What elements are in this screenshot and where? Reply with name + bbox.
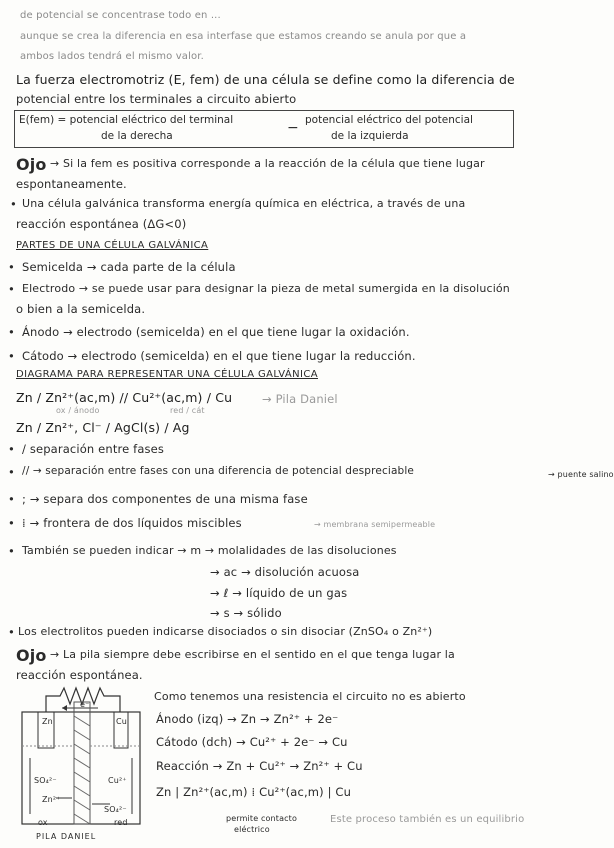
reaction-note-2: eléctrico — [234, 825, 270, 834]
box-minus: − — [287, 120, 299, 136]
reaction-cathode: Cátodo (dch) → Cu²⁺ + 2e⁻ → Cu — [156, 735, 348, 749]
equation-daniel: Zn / Zn²⁺(ac,m) // Cu²⁺(ac,m) / Cu — [16, 390, 233, 405]
equation-sub-anode: ox / ánodo — [56, 406, 100, 415]
symbol-slash: / separación entre fases — [22, 442, 165, 456]
electrolytes-note: Los electrolitos pueden indicarse disociados o sin disociar (ZnSO₄ o Zn²⁺) — [18, 625, 433, 638]
box-left-bottom: de la derecha — [101, 130, 173, 142]
diagram-label-zn: Zn — [42, 717, 53, 726]
heading-parts: PARTES DE UNA CÉLULA GALVÁNICA — [16, 240, 209, 251]
reaction-cell-notation: Zn | Zn²⁺(ac,m) ⁞ Cu²⁺(ac,m) | Cu — [156, 785, 352, 799]
reaction-note-1: permite contacto — [226, 814, 297, 823]
bullet-dot: • — [8, 442, 15, 456]
bullet-dot: • — [8, 260, 15, 274]
fem-formula-box — [14, 110, 514, 148]
bullet-dot: • — [8, 544, 15, 558]
reaction-anode: Ánodo (izq) → Zn → Zn²⁺ + 2e⁻ — [156, 712, 339, 726]
bullet-dot: • — [8, 465, 15, 479]
indicator-l: → ℓ → líquido de un gas — [210, 586, 348, 600]
symbol-double-slash: // → separación entre fases con una diferencia de potencial despreciable — [22, 465, 415, 477]
text-line-0: de potencial se concentrase todo en ... — [20, 10, 221, 21]
heading-diagram: DIAGRAMA PARA REPRESENTAR UNA CÉLULA GALVÁNICA — [16, 369, 318, 380]
def-electrodo-2: o bien a la semicelda. — [16, 302, 146, 316]
ojo-text-1a: → Si la fem es positiva corresponde a la reacción de la célula que tiene lugar — [50, 157, 485, 170]
diagram-label-zn2: Zn²⁺ — [42, 795, 61, 804]
reaction-overall: Reacción → Zn + Cu²⁺ → Zn²⁺ + Cu — [156, 759, 363, 773]
indicator-s: → s → sólido — [210, 606, 282, 620]
def-catodo: Cátodo → electrodo (semicelda) en el que tiene lugar la reducción. — [22, 349, 416, 363]
box-right-top: potencial eléctrico del potencial — [305, 114, 473, 126]
reaction-equilibrium-note: Este proceso también es un equilibrio — [330, 814, 525, 825]
diagram-label-so4-right: SO₄²⁻ — [104, 805, 127, 814]
ojo-text-1b: espontaneamente. — [16, 177, 127, 191]
bullet-dot: • — [8, 625, 15, 639]
fem-definition-line-2: potencial entre los terminales a circuito abierto — [16, 92, 297, 106]
ojo-tag-1: Ojo — [16, 155, 47, 174]
equation-sub-cathode: red / cát — [170, 406, 205, 415]
symbol-semicolon: ; → separa dos componentes de una misma fase — [22, 492, 308, 506]
diagram-label-ox: ox — [38, 818, 48, 827]
diagram-label-cu2: Cu²⁺ — [108, 776, 127, 785]
def-electrodo-1: Electrodo → se puede usar para designar la pieza de metal sumergida en la disolución — [22, 282, 510, 295]
diagram-label-red: red — [114, 818, 128, 827]
equation-daniel-note: → Pila Daniel — [262, 392, 338, 406]
symbol-dotted-note: → membrana semipermeable — [314, 520, 436, 529]
bullet-dot: • — [8, 325, 15, 339]
def-semicelda: Semicelda → cada parte de la célula — [22, 260, 236, 274]
text-line-2: ambos lados tendrá el mismo valor. — [20, 51, 204, 62]
bullet-dot: • — [8, 282, 15, 296]
text-line-1: aunque se crea la diferencia en esa interfase que estamos creando se anula por que a — [20, 31, 467, 42]
symbol-double-slash-side: → puente salino — [548, 470, 614, 479]
ojo-text-2a: → La pila siempre debe escribirse en el sentido en el que tenga lugar la — [50, 648, 455, 661]
box-left-top: E(fem) = potencial eléctrico del terminal — [19, 114, 234, 126]
symbol-dotted: ⁞ → frontera de dos líquidos miscibles — [22, 516, 242, 530]
diagram-label-electron: e⁻ — [80, 700, 90, 709]
diagram-label-so4-left: SO₄²⁻ — [34, 776, 57, 785]
def-anodo: Ánodo → electrodo (semicelda) en el que tiene lugar la oxidación. — [22, 325, 410, 339]
bullet-dot: • — [8, 349, 15, 363]
bullet-dot: • — [8, 516, 15, 530]
bullet-dot: • — [8, 492, 15, 506]
galvanic-line-1: Una célula galvánica transforma energía química en eléctrica, a través de una — [22, 197, 466, 210]
box-right-bottom: de la izquierda — [331, 130, 409, 142]
equation-agcl: Zn / Zn²⁺, Cl⁻ / AgCl(s) / Ag — [16, 420, 190, 435]
bullet-dot: • — [10, 197, 17, 211]
ojo-tag-2: Ojo — [16, 646, 47, 665]
indicator-ac: → ac → disolución acuosa — [210, 565, 360, 579]
diagram-label-cu: Cu — [116, 717, 127, 726]
reaction-intro: Como tenemos una resistencia el circuito no es abierto — [154, 690, 466, 703]
ojo-text-2b: reacción espontánea. — [16, 668, 143, 682]
indicators-intro: También se pueden indicar → m → molalidades de las disoluciones — [22, 544, 397, 557]
diagram-caption: PILA DANIEL — [36, 832, 97, 841]
galvanic-line-2: reacción espontánea (ΔG<0) — [16, 217, 187, 231]
fem-definition-line-1: La fuerza electromotriz (E, fem) de una célula se define como la diferencia de — [16, 72, 515, 87]
